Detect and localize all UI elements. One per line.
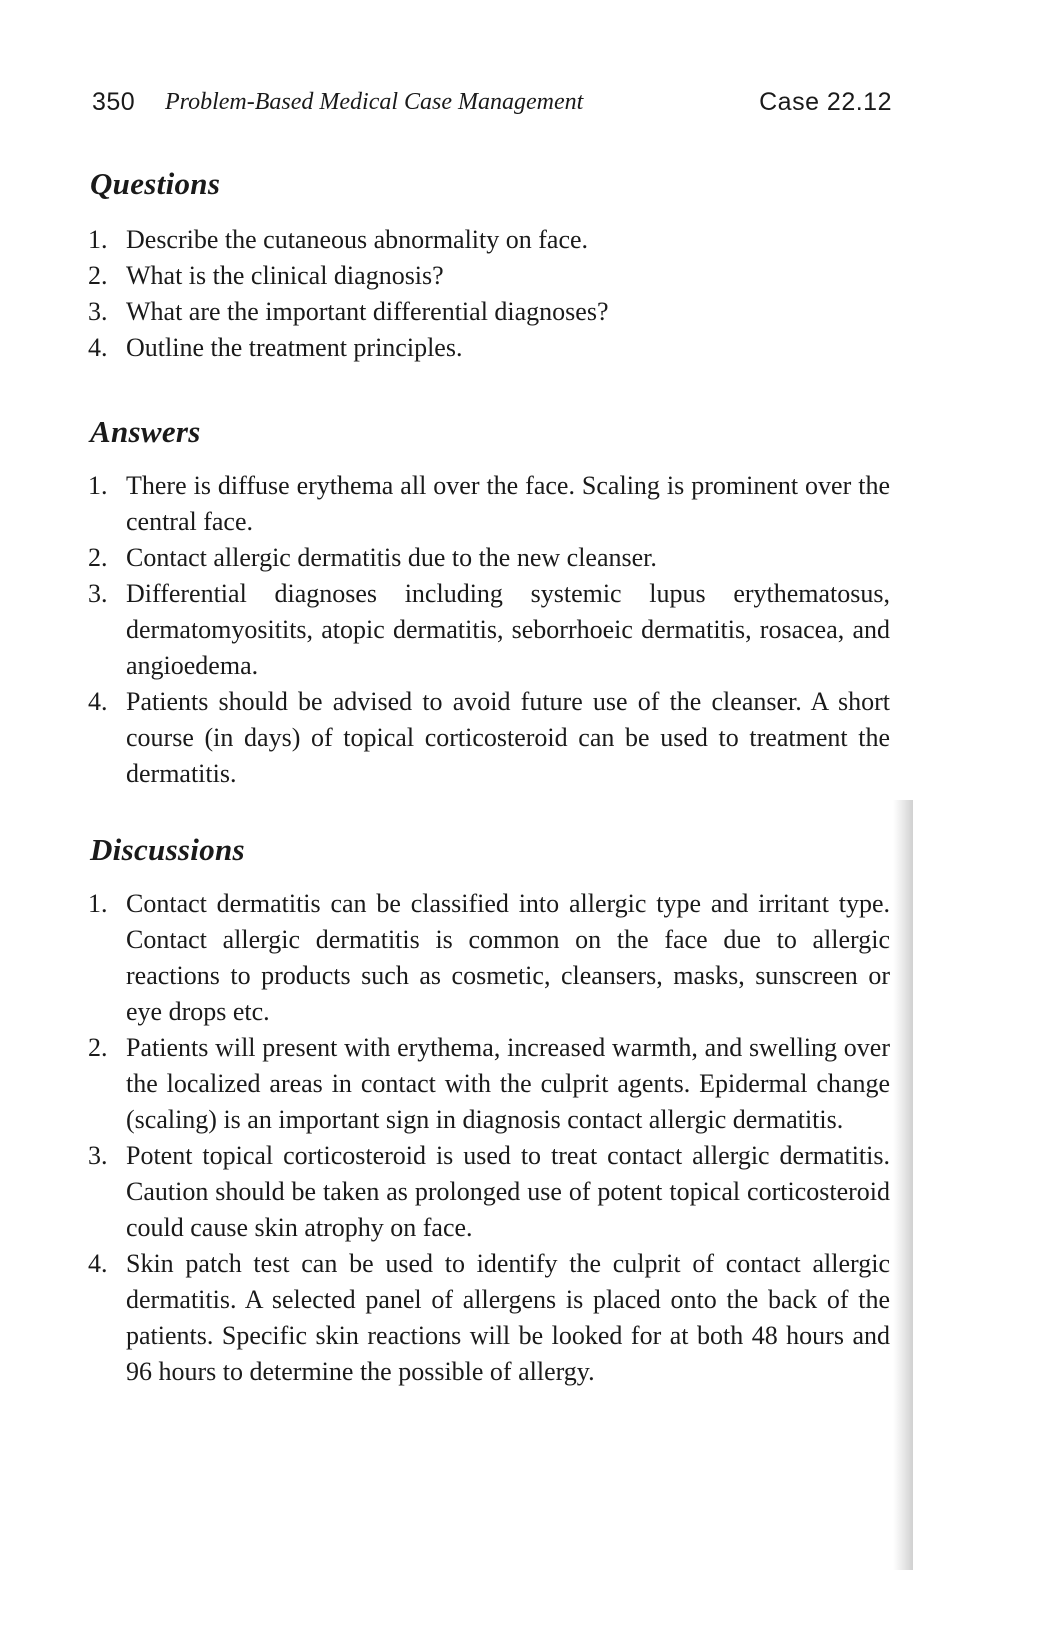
- answers-list: [0, 468, 890, 792]
- list-item: [0, 684, 890, 792]
- list-item: [0, 1138, 890, 1246]
- case-label: Case 22.12: [759, 88, 892, 116]
- list-item: [0, 1246, 890, 1390]
- item-text: Differential diagnoses including systemic lupus erythematosus, dermatomyositits, atopic dermatitis, seborrhoeic dermatitis, rosacea, and angioedema.: [126, 579, 890, 680]
- page-header: [92, 88, 892, 128]
- item-text: Describe the cutaneous abnormality on face.: [126, 225, 589, 254]
- item-text: Contact dermatitis can be classified into allergic type and irritant type. Contact allergic dermatitis is common on the face due to allergic reactions to products such as cosmetic, cleansers, masks, sunscreen or eye drops etc.: [126, 889, 890, 1026]
- item-text: Skin patch test can be used to identify the culprit of contact allergic dermatitis. A selected panel of allergens is placed onto the back of the patients. Specific skin reactions will be looked for at both 48 hours and 96 hours to determine the possible of allergy.: [126, 1249, 890, 1386]
- discussions-heading: Discussions: [90, 832, 245, 867]
- binding-shadow: [893, 800, 913, 1570]
- item-text: There is diffuse erythema all over the face. Scaling is prominent over the central face.: [126, 471, 890, 536]
- list-item: [0, 886, 890, 1030]
- item-text: Patients will present with erythema, increased warmth, and swelling over the localized areas in contact with the culprit agents. Epidermal change (scaling) is an important sign in diagnosis contact allergic dermatitis.: [126, 1033, 890, 1134]
- list-item: [0, 330, 890, 366]
- item-number: 2.: [88, 543, 108, 572]
- item-number: 3.: [88, 297, 108, 326]
- list-item: [0, 294, 890, 330]
- item-text: What are the important differential diagnoses?: [126, 297, 609, 326]
- item-number: 4.: [88, 333, 108, 362]
- list-item: [0, 258, 890, 294]
- list-item: [0, 576, 890, 684]
- item-number: 3.: [88, 1141, 108, 1170]
- item-text: Patients should be advised to avoid future use of the cleanser. A short course (in days) of topical corticosteroid can be used to treatment the dermatitis.: [126, 687, 890, 788]
- item-number: 1.: [88, 471, 108, 500]
- item-text: What is the clinical diagnosis?: [126, 261, 444, 290]
- item-number: 4.: [88, 687, 108, 716]
- questions-heading: Questions: [90, 166, 221, 201]
- questions-list: [0, 222, 890, 366]
- list-item: [0, 468, 890, 540]
- item-number: 4.: [88, 1249, 108, 1278]
- list-item: [0, 540, 890, 576]
- list-item: [0, 222, 890, 258]
- answers-heading: Answers: [90, 414, 201, 449]
- discussions-list: [0, 886, 890, 1390]
- item-text: Contact allergic dermatitis due to the new cleanser.: [126, 543, 657, 572]
- item-number: 3.: [88, 579, 108, 608]
- running-title: Problem-Based Medical Case Management: [165, 89, 584, 115]
- item-text: Outline the treatment principles.: [126, 333, 463, 362]
- item-number: 1.: [88, 225, 108, 254]
- item-number: 2.: [88, 261, 108, 290]
- item-text: Potent topical corticosteroid is used to treat contact allergic dermatitis. Caution should be taken as prolonged use of potent topical corticosteroid could cause skin atrophy on face.: [126, 1141, 890, 1242]
- item-number: 1.: [88, 889, 108, 918]
- list-item: [0, 1030, 890, 1138]
- page-number: 350: [92, 88, 136, 116]
- item-number: 2.: [88, 1033, 108, 1062]
